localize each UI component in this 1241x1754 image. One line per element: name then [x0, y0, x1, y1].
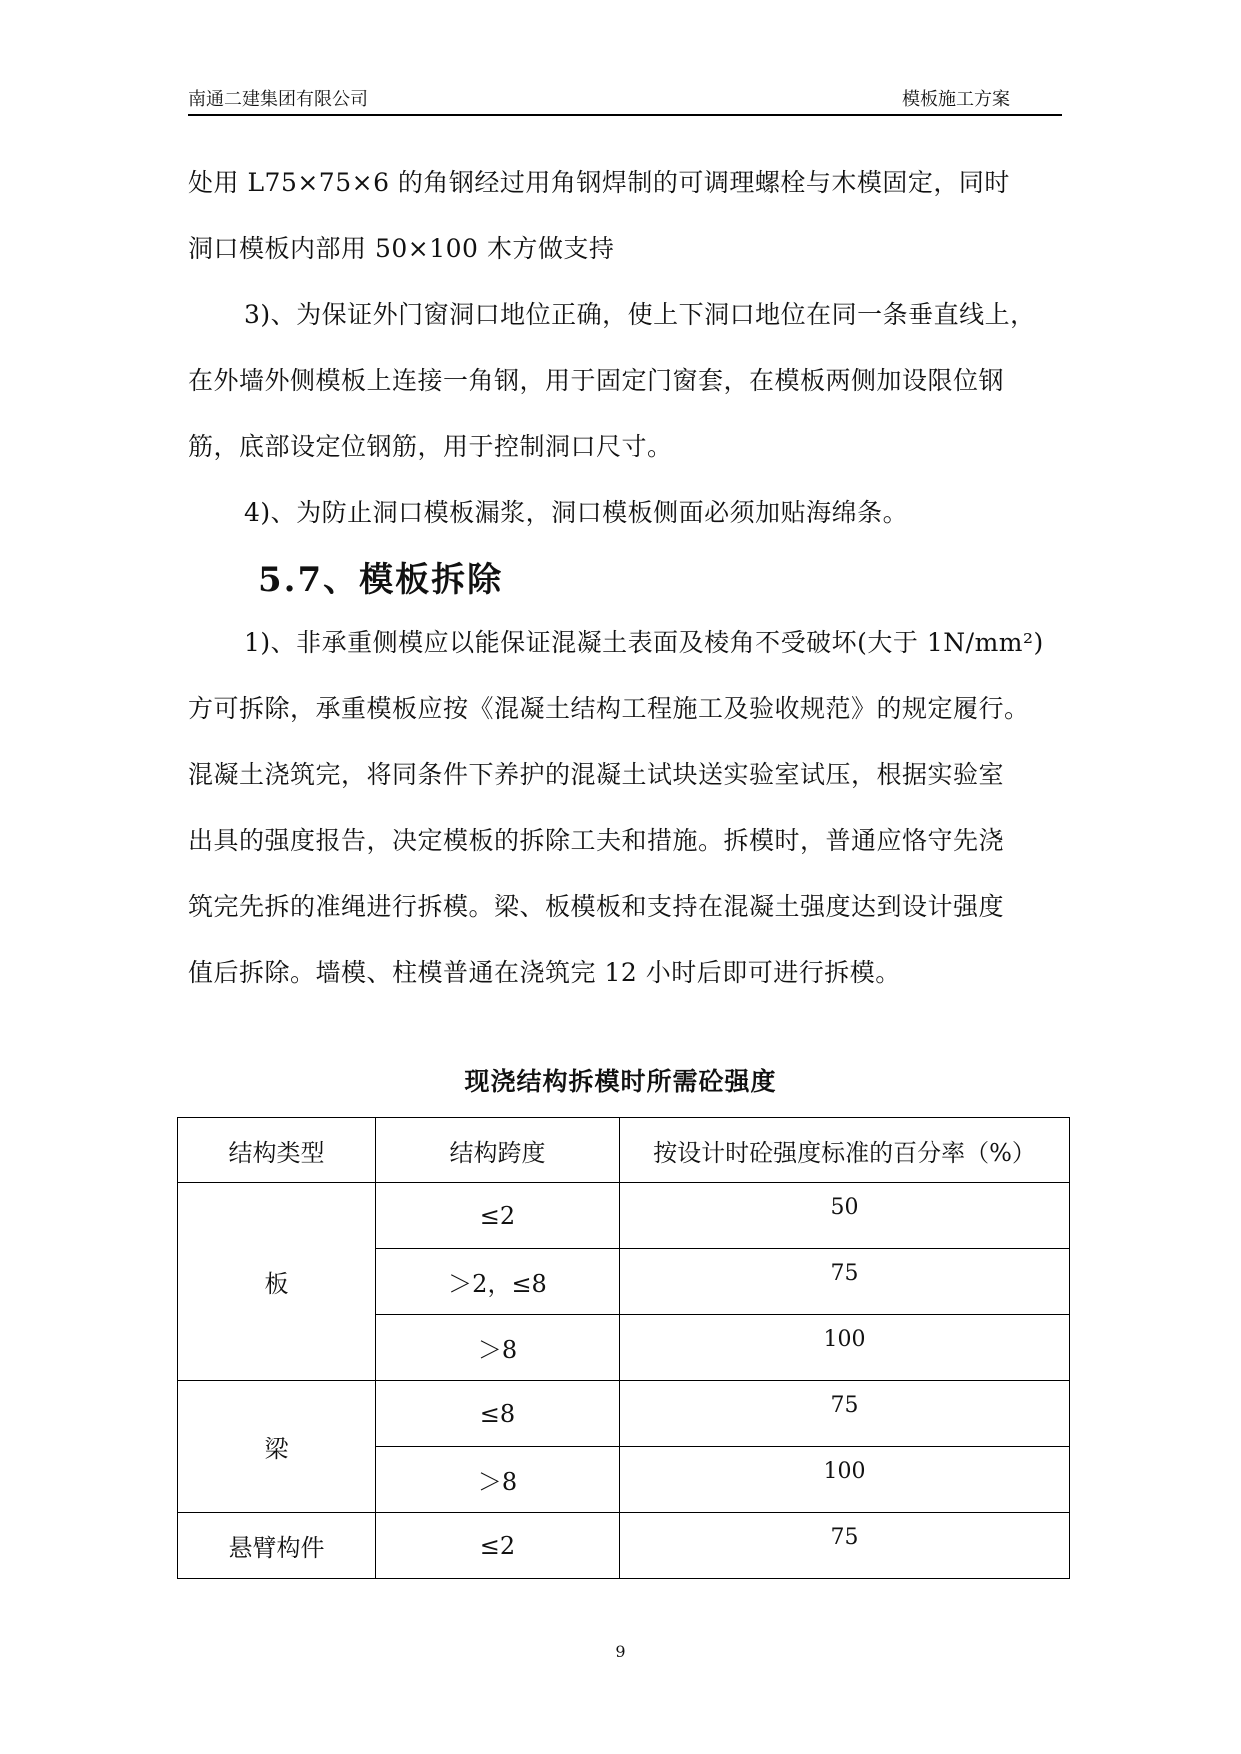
paragraph-frame-fixing: [188, 150, 1068, 282]
header-doc-title: 模板施工方案: [902, 89, 1010, 110]
text-line: 1)、非承重侧模应以能保证混凝土表面及棱角不受破坏(大于 1N/mm²): [244, 628, 1044, 657]
text-line: 混凝土浇筑完，将同条件下养护的混凝土试块送实验室试压，根据实验室: [188, 760, 1005, 789]
type-cell: 板: [178, 1183, 376, 1381]
strength-table: [177, 1117, 1070, 1579]
header-structure-type: 结构类型: [178, 1118, 376, 1183]
percent-cell: 100: [620, 1447, 1070, 1513]
text-line: 处用 L75×75×6 的角钢经过用角钢焊制的可调理螺栓与木模固定，同时: [188, 168, 1010, 197]
paragraph-item-3: [188, 282, 1068, 480]
header-strength-percent: 按设计时砼强度标准的百分率（%）: [620, 1118, 1070, 1183]
span-cell: ≤2: [376, 1183, 620, 1249]
text-line: 3)、为保证外门窗洞口地位正确，使上下洞口地位在同一条垂直线上，: [244, 300, 1036, 329]
span-cell: ≤2: [376, 1513, 620, 1579]
paragraph-formwork-removal: [188, 610, 1068, 1006]
table-row: [178, 1183, 1070, 1249]
percent-cell: 75: [620, 1249, 1070, 1315]
span-cell: ＞2，≤8: [376, 1249, 620, 1315]
text-line: 4)、为防止洞口模板漏浆，洞口模板侧面必须加贴海绵条。: [244, 498, 909, 527]
percent-cell: 100: [620, 1315, 1070, 1381]
span-cell: ＞8: [376, 1447, 620, 1513]
text-line: 值后拆除。墙模、柱模普通在浇筑完 12 小时后即可进行拆模。: [188, 958, 901, 987]
text-line: 筑完先拆的准绳进行拆模。梁、板模板和支持在混凝土强度达到设计强度: [188, 892, 1005, 921]
header-structure-span: 结构跨度: [376, 1118, 620, 1183]
table-row: [178, 1513, 1070, 1579]
header-company: 南通二建集团有限公司: [188, 89, 368, 110]
table-row: [178, 1381, 1070, 1447]
text-line: 筋，底部设定位钢筋，用于控制洞口尺寸。: [188, 432, 673, 461]
page-header: [188, 86, 1062, 116]
span-cell: ≤8: [376, 1381, 620, 1447]
text-line: 在外墙外侧模板上连接一角钢，用于固定门窗套，在模板两侧加设限位钢: [188, 366, 1005, 395]
table-caption: 现浇结构拆模时所需砼强度: [464, 1067, 777, 1096]
section-title: 5.7、模板拆除: [258, 560, 504, 600]
percent-cell: 75: [620, 1381, 1070, 1447]
text-line: 方可拆除，承重模板应按《混凝土结构工程施工及验收规范》的规定履行。: [188, 694, 1030, 723]
percent-cell: 75: [620, 1513, 1070, 1579]
type-cell: 悬臂构件: [178, 1513, 376, 1579]
text-line: 洞口模板内部用 50×100 木方做支持: [188, 234, 615, 263]
paragraph-item-4: [188, 480, 1068, 546]
table-header-row: [178, 1118, 1070, 1183]
percent-cell: 50: [620, 1183, 1070, 1249]
text-line: 出具的强度报告，决定模板的拆除工夫和措施。拆模时，普通应恪守先浇: [188, 826, 1005, 855]
span-cell: ＞8: [376, 1315, 620, 1381]
page-number: 9: [615, 1642, 626, 1661]
type-cell: 梁: [178, 1381, 376, 1513]
